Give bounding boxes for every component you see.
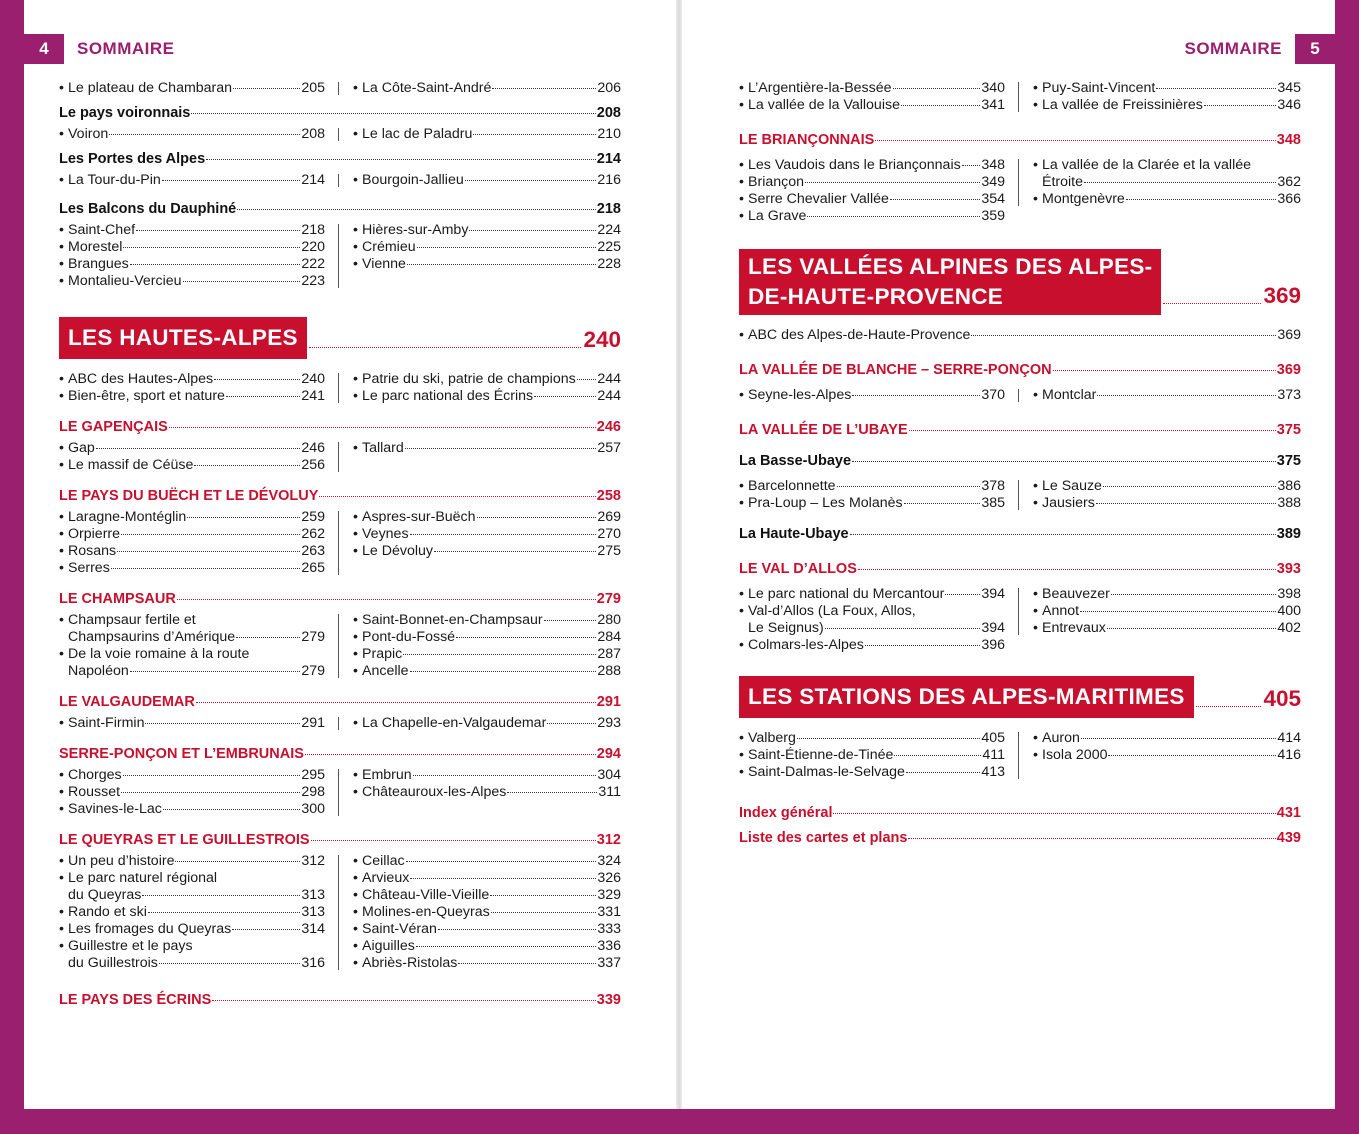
right-frame xyxy=(1335,0,1359,1134)
toc-entry[interactable]: • Abriès-Ristolas 337 xyxy=(353,955,621,971)
toc-section[interactable]: LE PAYS DU BUËCH ET LE DÉVOLUY 258 xyxy=(59,488,621,504)
toc-entry[interactable]: • Entrevaux 402 xyxy=(1033,620,1301,636)
region-heading-alpes-maritimes[interactable] xyxy=(739,676,1301,718)
toc-entry[interactable]: • Annot 400 xyxy=(1033,603,1301,619)
toc-entry[interactable]: • Les Vaudois dans le Briançonnais 348 xyxy=(739,157,1005,173)
toc-entry[interactable]: • Les fromages du Queyras 314 xyxy=(59,921,325,937)
toc-entry[interactable]: • Le lac de Paladru 210 xyxy=(353,126,621,142)
region-title: LES STATIONS DES ALPES-MARITIMES xyxy=(739,676,1194,718)
toc-block xyxy=(59,371,621,405)
toc-entry[interactable]: • Laragne-Montéglin 259 xyxy=(59,509,325,525)
toc-section[interactable]: Les Balcons du Dauphiné 218 xyxy=(59,201,621,217)
toc-entry[interactable]: • Guillestre et le pays xyxy=(59,938,193,954)
toc-block xyxy=(59,440,621,474)
toc-section[interactable]: LE VALGAUDEMAR 291 xyxy=(59,694,621,710)
toc-entry[interactable]: • Jausiers 388 xyxy=(1033,495,1301,511)
toc-entry[interactable]: • La vallée de la Vallouise 341 xyxy=(739,97,1005,113)
toc-entry[interactable]: • Le Sauze 386 xyxy=(1033,478,1301,494)
toc-maps-list[interactable]: Liste des cartes et plans 439 xyxy=(739,830,1301,846)
toc-entry[interactable]: • Veynes 270 xyxy=(353,526,621,542)
toc-entry[interactable]: • Saint-Firmin 291 xyxy=(59,715,325,731)
toc-entry[interactable]: • Barcelonnette 378 xyxy=(739,478,1005,494)
toc-entry[interactable]: • Arvieux 326 xyxy=(353,870,621,886)
toc-entry[interactable]: • De la voie romaine à la route xyxy=(59,646,250,662)
left-page-number: 4 xyxy=(24,34,64,64)
left-header-title: SOMMAIRE xyxy=(77,39,175,58)
toc-entry[interactable]: • La vallée de Freissinières 346 xyxy=(1033,97,1301,113)
toc-subsection[interactable]: La Basse-Ubaye 375 xyxy=(739,453,1301,469)
toc-entry[interactable]: • Orpierre 262 xyxy=(59,526,325,542)
region-page: 405 xyxy=(1263,686,1301,711)
right-page-number: 5 xyxy=(1295,34,1335,64)
toc-entry[interactable]: • Savines-le-Lac 300 xyxy=(59,801,325,817)
toc-entry[interactable]: • La Chapelle-en-Valgaudemar 293 xyxy=(353,715,621,731)
toc-entry[interactable]: • Patrie du ski, patrie de champions 244 xyxy=(353,371,621,387)
toc-entry[interactable]: • Pra-Loup – Les Molanès 385 xyxy=(739,495,1005,511)
toc-entry[interactable]: • Colmars-les-Alpes 396 xyxy=(739,637,1005,653)
toc-block xyxy=(739,80,1301,114)
left-frame xyxy=(0,0,24,1134)
region-heading-alpes-de-haute-provence[interactable] xyxy=(739,249,1301,315)
toc-entry[interactable]: • Embrun 304 xyxy=(353,767,621,783)
region-page: 240 xyxy=(583,327,621,352)
toc-entry[interactable]: • Seyne-les-Alpes 370 xyxy=(739,387,1005,403)
toc-entry[interactable]: • Aiguilles 336 xyxy=(353,938,621,954)
toc-block xyxy=(59,126,621,143)
toc-entry[interactable]: • Auron 414 xyxy=(1033,730,1301,746)
toc-entry[interactable]: • Rando et ski 313 xyxy=(59,904,325,920)
toc-entry[interactable]: • Beauvezer 398 xyxy=(1033,586,1301,602)
toc-block xyxy=(59,222,621,290)
book-gutter xyxy=(676,0,682,1109)
region-title: LES HAUTES-ALPES xyxy=(59,317,307,359)
toc-entry[interactable]: • Molines-en-Queyras 331 xyxy=(353,904,621,920)
toc-entry[interactable]: • Isola 2000 416 xyxy=(1033,747,1301,763)
toc-entry[interactable]: • Gap 246 xyxy=(59,440,325,456)
toc-entry[interactable]: • Crémieu 225 xyxy=(353,239,621,255)
toc-block xyxy=(739,478,1301,512)
toc-entry[interactable]: • Voiron 208 xyxy=(59,126,325,142)
toc-entry-continued[interactable]: Le Seignus) 394 xyxy=(748,620,1005,636)
toc-entry[interactable]: • Le parc national du Mercantour 394 xyxy=(739,586,1005,602)
toc-entry[interactable]: • Saint-Dalmas-le-Selvage 413 xyxy=(739,764,1005,780)
toc-entry-continued[interactable]: Napoléon 279 xyxy=(68,663,325,679)
toc-entry[interactable]: • Rosans 263 xyxy=(59,543,325,559)
toc-entry[interactable]: • Hières-sur-Amby 224 xyxy=(353,222,621,238)
toc-section[interactable]: LE CHAMPSAUR 279 xyxy=(59,591,621,607)
toc-entry[interactable]: • Briançon 349 xyxy=(739,174,1005,190)
toc-entry[interactable]: • Saint-Chef 218 xyxy=(59,222,325,238)
toc-subsection[interactable]: La Haute-Ubaye 389 xyxy=(739,526,1301,542)
toc-entry[interactable]: • Champsaur fertile et xyxy=(59,612,196,628)
toc-block xyxy=(739,157,1301,225)
toc-entry[interactable]: • Châteauroux-les-Alpes 311 xyxy=(353,784,621,800)
toc-entry[interactable]: • Rousset 298 xyxy=(59,784,325,800)
toc-entry[interactable]: • Valberg 405 xyxy=(739,730,1005,746)
toc-entry[interactable]: • Brangues 222 xyxy=(59,256,325,272)
toc-entry[interactable]: • Ceillac 324 xyxy=(353,853,621,869)
toc-entry[interactable]: • Aspres-sur-Buëch 269 xyxy=(353,509,621,525)
toc-section[interactable]: LA VALLÉE DE L’UBAYE 375 xyxy=(739,422,1301,438)
toc-entry-continued[interactable]: du Queyras 313 xyxy=(68,887,325,903)
toc-entry[interactable]: • Un peu d’histoire 312 xyxy=(59,853,325,869)
toc-block xyxy=(739,586,1301,654)
toc-entry[interactable]: • Le Dévoluy 275 xyxy=(353,543,621,559)
toc-entry[interactable]: • Montclar 373 xyxy=(1033,387,1301,403)
toc-entry[interactable]: • Puy-Saint-Vincent 345 xyxy=(1033,80,1301,96)
region-page: 369 xyxy=(1263,283,1301,308)
toc-entry[interactable]: • La Tour-du-Pin 214 xyxy=(59,172,325,188)
region-heading-hautes-alpes[interactable] xyxy=(59,317,621,359)
toc-entry[interactable]: • Château-Ville-Vieille 329 xyxy=(353,887,621,903)
toc-entry[interactable]: • Montalieu-Vercieu 223 xyxy=(59,273,325,289)
toc-entry[interactable]: • Le plateau de Chambaran 205 xyxy=(59,80,325,96)
toc-entry[interactable]: • Bien-être, sport et nature 241 xyxy=(59,388,325,404)
toc-section[interactable]: LE BRIANÇONNAIS 348 xyxy=(739,132,1301,148)
toc-block xyxy=(59,172,621,189)
toc-block xyxy=(59,80,621,97)
toc-entry[interactable]: • Val-d’Allos (La Foux, Allos, xyxy=(739,603,916,619)
toc-entry[interactable]: • La vallée de la Clarée et la vallée xyxy=(1033,157,1252,173)
toc-entry[interactable]: • L’Argentière-la-Bessée 340 xyxy=(739,80,1005,96)
toc-entry[interactable]: • Saint-Bonnet-en-Champsaur 280 xyxy=(353,612,621,628)
toc-block xyxy=(59,715,621,732)
toc-section[interactable]: LA VALLÉE DE BLANCHE – SERRE-PONÇON 369 xyxy=(739,362,1301,378)
toc-entry[interactable]: • Le parc naturel régional xyxy=(59,870,218,886)
toc-entry-continued[interactable]: Champsaurins d’Amérique 279 xyxy=(68,629,325,645)
toc-entry[interactable]: • Le parc national des Écrins 244 xyxy=(353,388,621,404)
toc-entry[interactable]: • Bourgoin-Jallieu 216 xyxy=(353,172,621,188)
toc-entry[interactable]: • La Côte-Saint-André 206 xyxy=(353,80,621,96)
toc-entry[interactable]: • Pont-du-Fossé 284 xyxy=(353,629,621,645)
toc-section[interactable]: SERRE-PONÇON ET L’EMBRUNAIS 294 xyxy=(59,746,621,762)
toc-entry[interactable]: • Vienne 228 xyxy=(353,256,621,272)
toc-entry-continued[interactable]: du Guillestrois 316 xyxy=(68,955,325,971)
toc-entry[interactable]: • Montgenèvre 366 xyxy=(1033,191,1301,207)
toc-block xyxy=(59,853,621,972)
toc-entry[interactable]: • Morestel 220 xyxy=(59,239,325,255)
toc-section[interactable]: LE VAL D’ALLOS 393 xyxy=(739,561,1301,577)
toc-entry[interactable]: • Saint-Étienne-de-Tinée 411 xyxy=(739,747,1005,763)
toc-entry[interactable]: • Ancelle 288 xyxy=(353,663,621,679)
toc-entry[interactable]: • Tallard 257 xyxy=(353,440,621,456)
toc-entry[interactable]: • ABC des Hautes-Alpes 240 xyxy=(59,371,325,387)
toc-section[interactable]: LE GAPENÇAIS 246 xyxy=(59,419,621,435)
region-title: LES VALLÉES ALPINES DES ALPES- DE-HAUTE-PROVENCE xyxy=(739,249,1161,315)
toc-block xyxy=(739,387,1301,404)
toc-entry[interactable]: • ABC des Alpes-de-Haute-Provence 369 xyxy=(739,327,1301,343)
toc-block xyxy=(59,767,621,818)
toc-entry-continued[interactable]: Étroite 362 xyxy=(1042,174,1301,190)
toc-block xyxy=(59,509,621,577)
bottom-frame xyxy=(0,1109,1359,1134)
toc-entry[interactable]: • Serres 265 xyxy=(59,560,325,576)
toc-section[interactable]: LE QUEYRAS ET LE GUILLESTROIS 312 xyxy=(59,832,621,848)
right-header-title: SOMMAIRE xyxy=(1184,39,1282,58)
toc-section[interactable]: Les Portes des Alpes 214 xyxy=(59,151,621,167)
toc-index[interactable]: Index général 431 xyxy=(739,805,1301,821)
toc-block xyxy=(739,730,1301,781)
toc-entry[interactable]: • Prapic 287 xyxy=(353,646,621,662)
toc-entry[interactable]: • Chorges 295 xyxy=(59,767,325,783)
toc-entry[interactable]: • Le massif de Céüse 256 xyxy=(59,457,325,473)
toc-entry[interactable]: • La Grave 359 xyxy=(739,208,1005,224)
left-page-toc xyxy=(59,80,621,1013)
toc-entry[interactable]: • Serre Chevalier Vallée 354 xyxy=(739,191,1005,207)
right-page-toc xyxy=(739,80,1301,851)
toc-entry[interactable]: • Saint-Véran 333 xyxy=(353,921,621,937)
toc-section[interactable]: Le pays voironnais 208 xyxy=(59,105,621,121)
toc-section[interactable]: LE PAYS DES ÉCRINS 339 xyxy=(59,992,621,1008)
toc-block xyxy=(59,612,621,680)
